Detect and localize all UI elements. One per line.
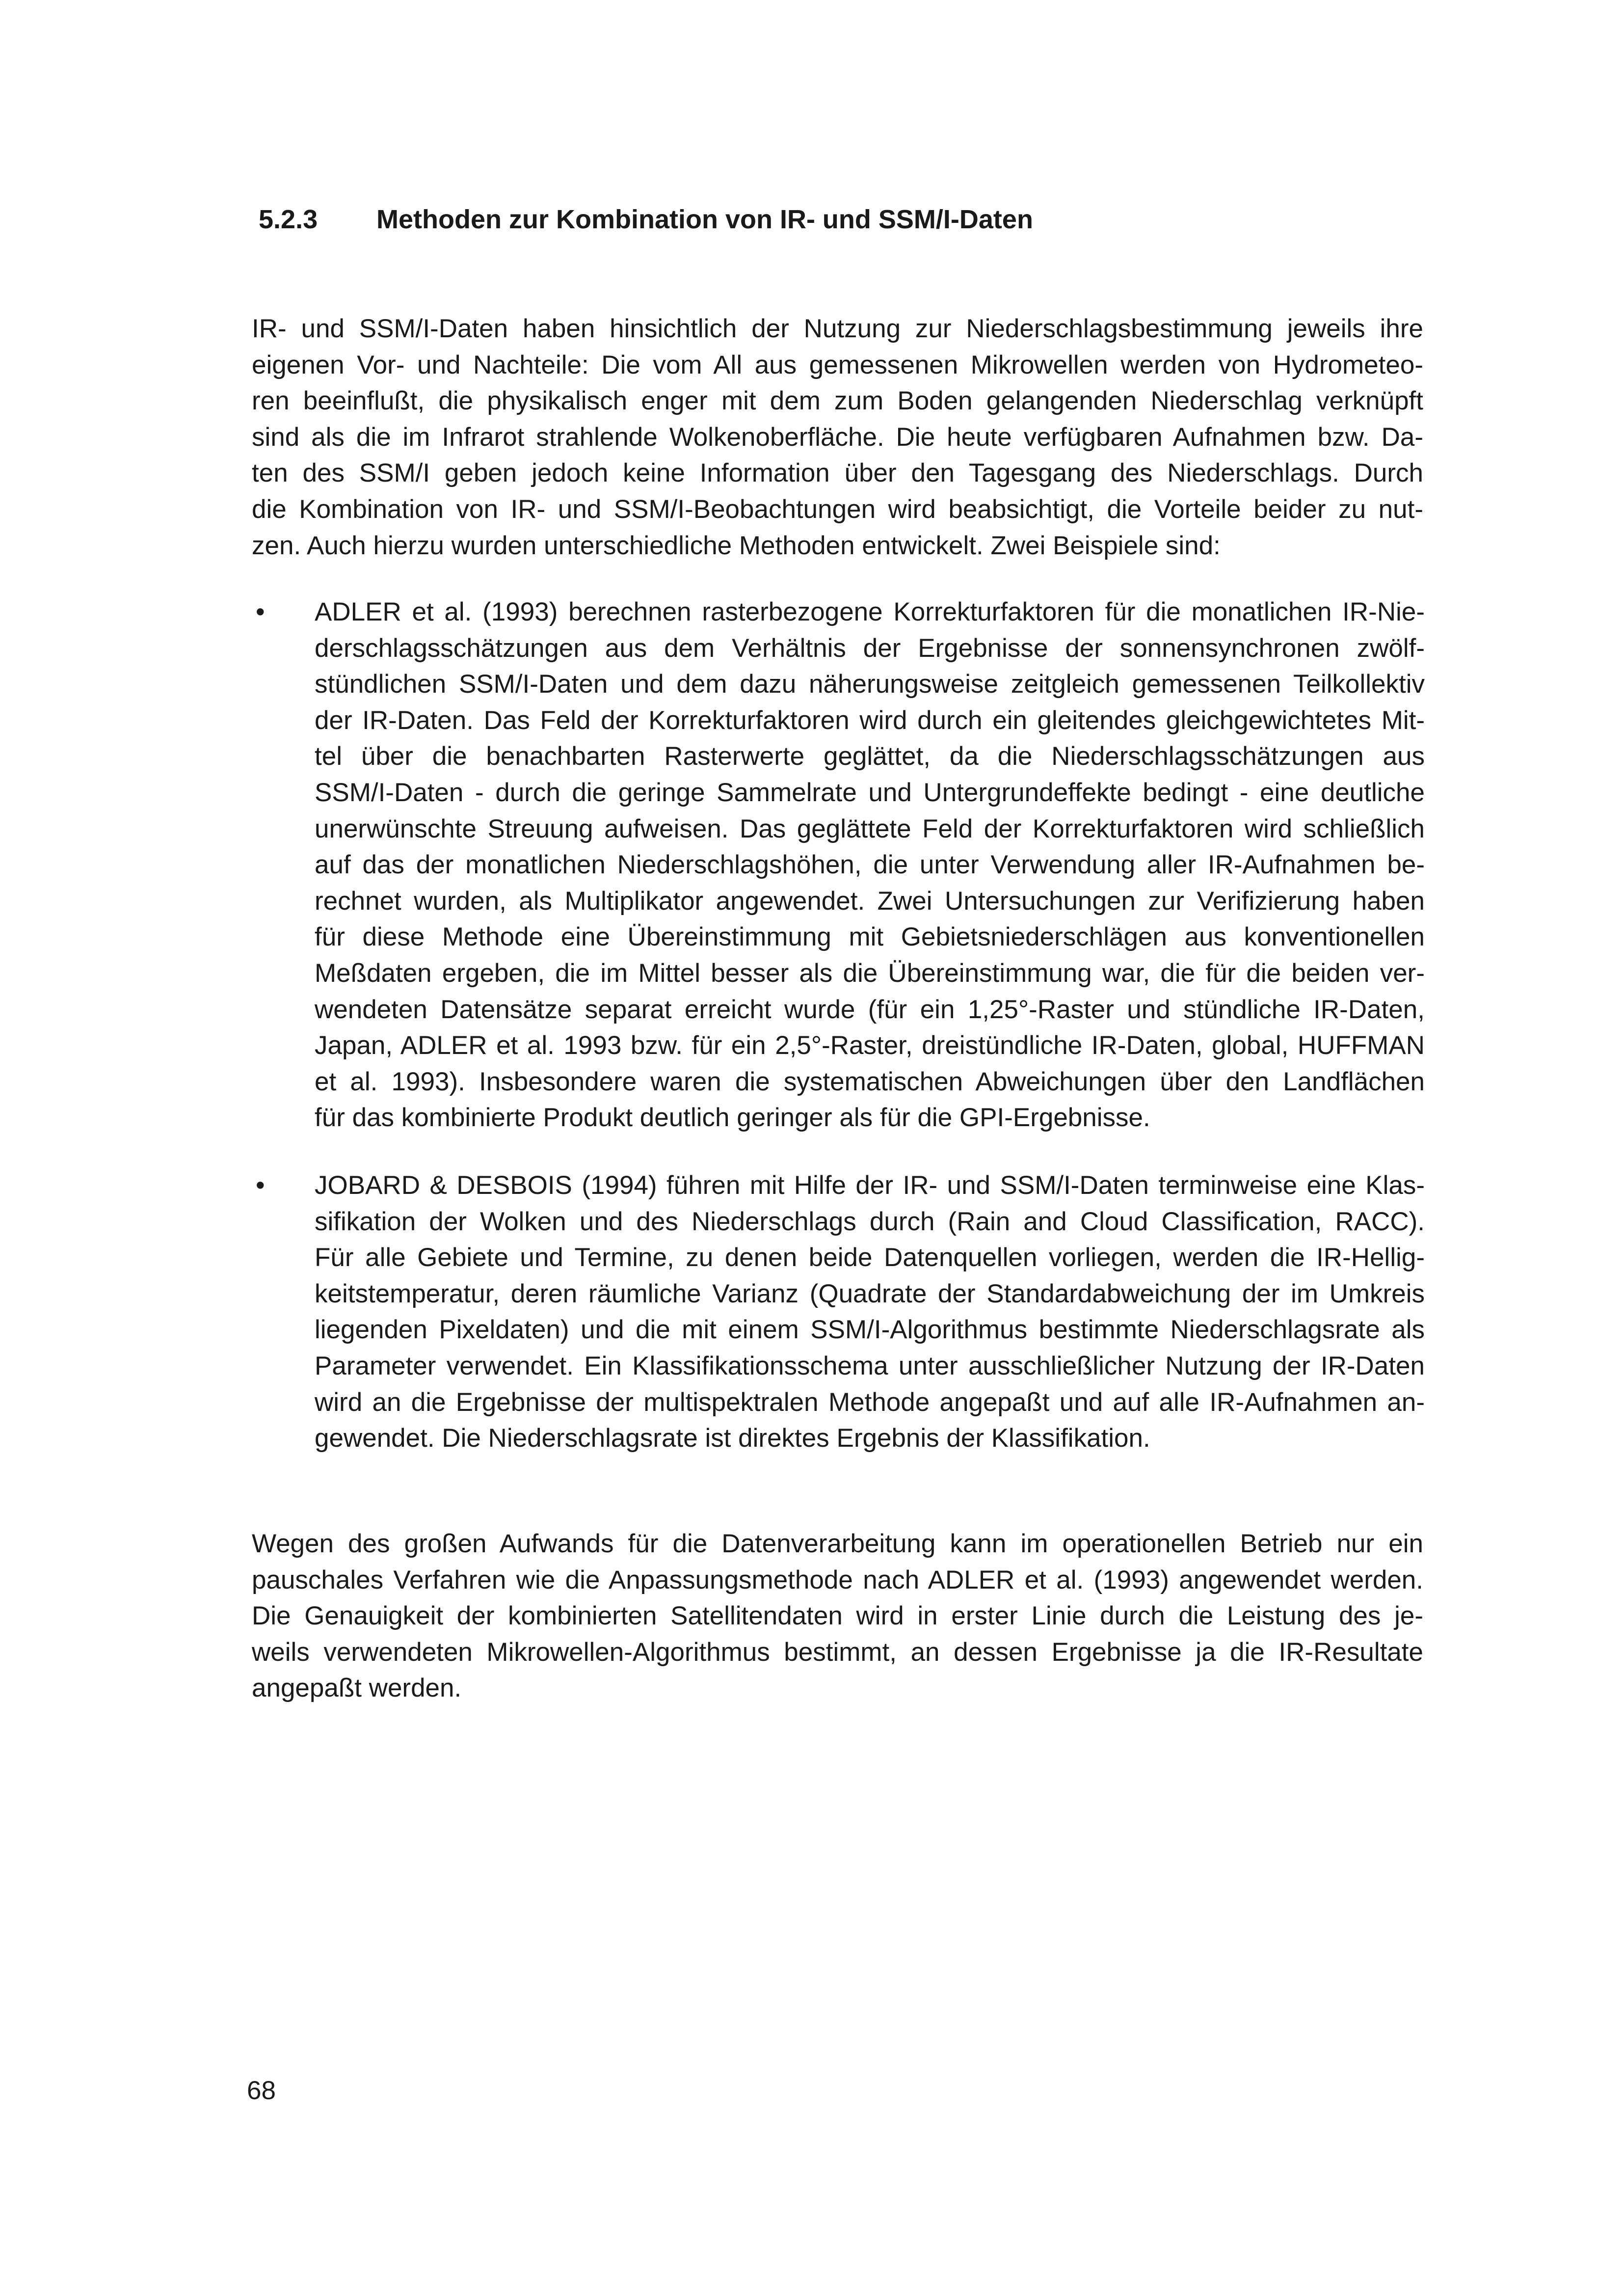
paragraph-line: ren beeinflußt, die physikalisch enger mit dem zum Boden gelangenden Niederschlag verknüpft [252, 386, 1423, 416]
bullet-line: Für alle Gebiete und Termine, zu denen beide Datenquellen vorliegen, werden die IR-Hellig- [315, 1243, 1425, 1272]
bullet-icon: • [256, 597, 265, 626]
paragraph-line: ten des SSM/I geben jedoch keine Information über den Tagesgang des Niederschlags. Durch [252, 459, 1423, 488]
bullet-line: ADLER et al. (1993) berechnen rasterbezogene Korrekturfaktoren für die monatlichen IR-Nie- [315, 597, 1425, 626]
bullet-line: keitstemperatur, deren räumliche Varianz (Quadrate der Standardabweichung der im Umkreis [315, 1279, 1425, 1308]
bullet-line: für das kombinierte Produkt deutlich geringer als für die GPI-Ergebnisse. [315, 1103, 1150, 1133]
bullet-line: tel über die benachbarten Rasterwerte geglättet, da die Niederschlagsschätzungen aus [315, 742, 1425, 771]
bullet-line: Meßdaten ergeben, die im Mittel besser als die Übereinstimmung war, die für die beiden ver- [315, 958, 1425, 988]
bullet-icon: • [256, 1171, 265, 1200]
bullet-line: derschlagsschätzungen aus dem Verhältnis der Ergebnisse der sonnensynchronen zwölf- [315, 633, 1425, 663]
paragraph-line: IR- und SSM/I-Daten haben hinsichtlich der Nutzung zur Niederschlagsbestimmung jeweils ihre [252, 314, 1423, 343]
paragraph-line: zen. Auch hierzu wurden unterschiedliche Methoden entwickelt. Zwei Beispiele sind: [252, 531, 1221, 560]
bullet-line: der IR-Daten. Das Feld der Korrekturfaktoren wird durch ein gleitendes gleichgewichtetes Mit- [315, 705, 1425, 735]
closing-paragraph [252, 1526, 1423, 1706]
bullet-line: Parameter verwendet. Ein Klassifikationsschema unter ausschließlicher Nutzung der IR-Daten [315, 1351, 1425, 1380]
paragraph-line: Wegen des großen Aufwands für die Datenverarbeitung kann im operationellen Betrieb nur ein [252, 1529, 1423, 1558]
bullet-line: et al. 1993). Insbesondere waren die systematischen Abweichungen über den Landflächen [315, 1067, 1425, 1096]
bullet-line: stündlichen SSM/I-Daten und dem dazu näherungsweise zeitgleich gemessenen Teilkollektiv [315, 670, 1425, 699]
intro-paragraph [252, 311, 1423, 564]
section-heading [259, 202, 1033, 237]
bullet-line: rechnet wurden, als Multiplikator angewendet. Zwei Untersuchungen zur Verifizierung haben [315, 886, 1425, 916]
bullet-line: wendeten Datensätze separat erreicht wurde (für ein 1,25°-Raster und stündliche IR-Daten, [315, 995, 1425, 1024]
paragraph-line: angepaßt werden. [252, 1674, 462, 1703]
bullet-text [315, 594, 1425, 1136]
bullet-line: unerwünschte Streuung aufweisen. Das geglättete Feld der Korrekturfaktoren wird schließlich [315, 814, 1425, 843]
paragraph-line: eigenen Vor- und Nachteile: Die vom All aus gemessenen Mikrowellen werden von Hydrometeo- [252, 350, 1423, 379]
bullet-line: Japan, ADLER et al. 1993 bzw. für ein 2,5°-Raster, dreistündliche IR-Daten, global, HUFFMAN [315, 1031, 1425, 1060]
paragraph-line: pauschales Verfahren wie die Anpassungsmethode nach ADLER et al. (1993) angewendet werden. [252, 1565, 1423, 1594]
section-number: 5.2.3 [259, 205, 318, 234]
bullet-line: auf das der monatlichen Niederschlagshöhen, die unter Verwendung aller IR-Aufnahmen be- [315, 850, 1425, 880]
bullet-line: gewendet. Die Niederschlagsrate ist direktes Ergebnis der Klassifikation. [315, 1424, 1150, 1453]
paragraph-line: Die Genauigkeit der kombinierten Satellitendaten wird in erster Linie durch die Leistung des je- [252, 1601, 1423, 1631]
paragraph-line: weils verwendeten Mikrowellen-Algorithmus bestimmt, an dessen Ergebnisse ja die IR-Resultate [252, 1637, 1423, 1667]
bullet-text [315, 1167, 1425, 1457]
bullet-line: liegenden Pixeldaten) und die mit einem SSM/I-Algorithmus bestimmte Niederschlagsrate als [315, 1315, 1425, 1345]
section-title: Methoden zur Kombination von IR- und SSM/I-Daten [376, 205, 1033, 234]
bullet-line: JOBARD & DESBOIS (1994) führen mit Hilfe der IR- und SSM/I-Daten terminweise eine Klas- [315, 1171, 1425, 1200]
bullet-line: wird an die Ergebnisse der multispektralen Methode angepaßt und auf alle IR-Aufnahmen an- [315, 1387, 1425, 1417]
paragraph-line: die Kombination von IR- und SSM/I-Beobachtungen wird beabsichtigt, die Vorteile beider zu nut- [252, 494, 1423, 524]
page-number: 68 [247, 2076, 276, 2105]
bullet-line: SSM/I-Daten - durch die geringe Sammelrate und Untergrundeffekte bedingt - eine deutliche [315, 778, 1425, 807]
bullet-line: für diese Methode eine Übereinstimmung mit Gebietsniederschlägen aus konventionellen [315, 922, 1425, 952]
bullet-line: sifikation der Wolken und des Niederschlags durch (Rain and Cloud Classification, RACC). [315, 1207, 1425, 1236]
paragraph-line: sind als die im Infrarot strahlende Wolkenoberfläche. Die heute verfügbaren Aufnahmen bzw. Da- [252, 422, 1423, 452]
